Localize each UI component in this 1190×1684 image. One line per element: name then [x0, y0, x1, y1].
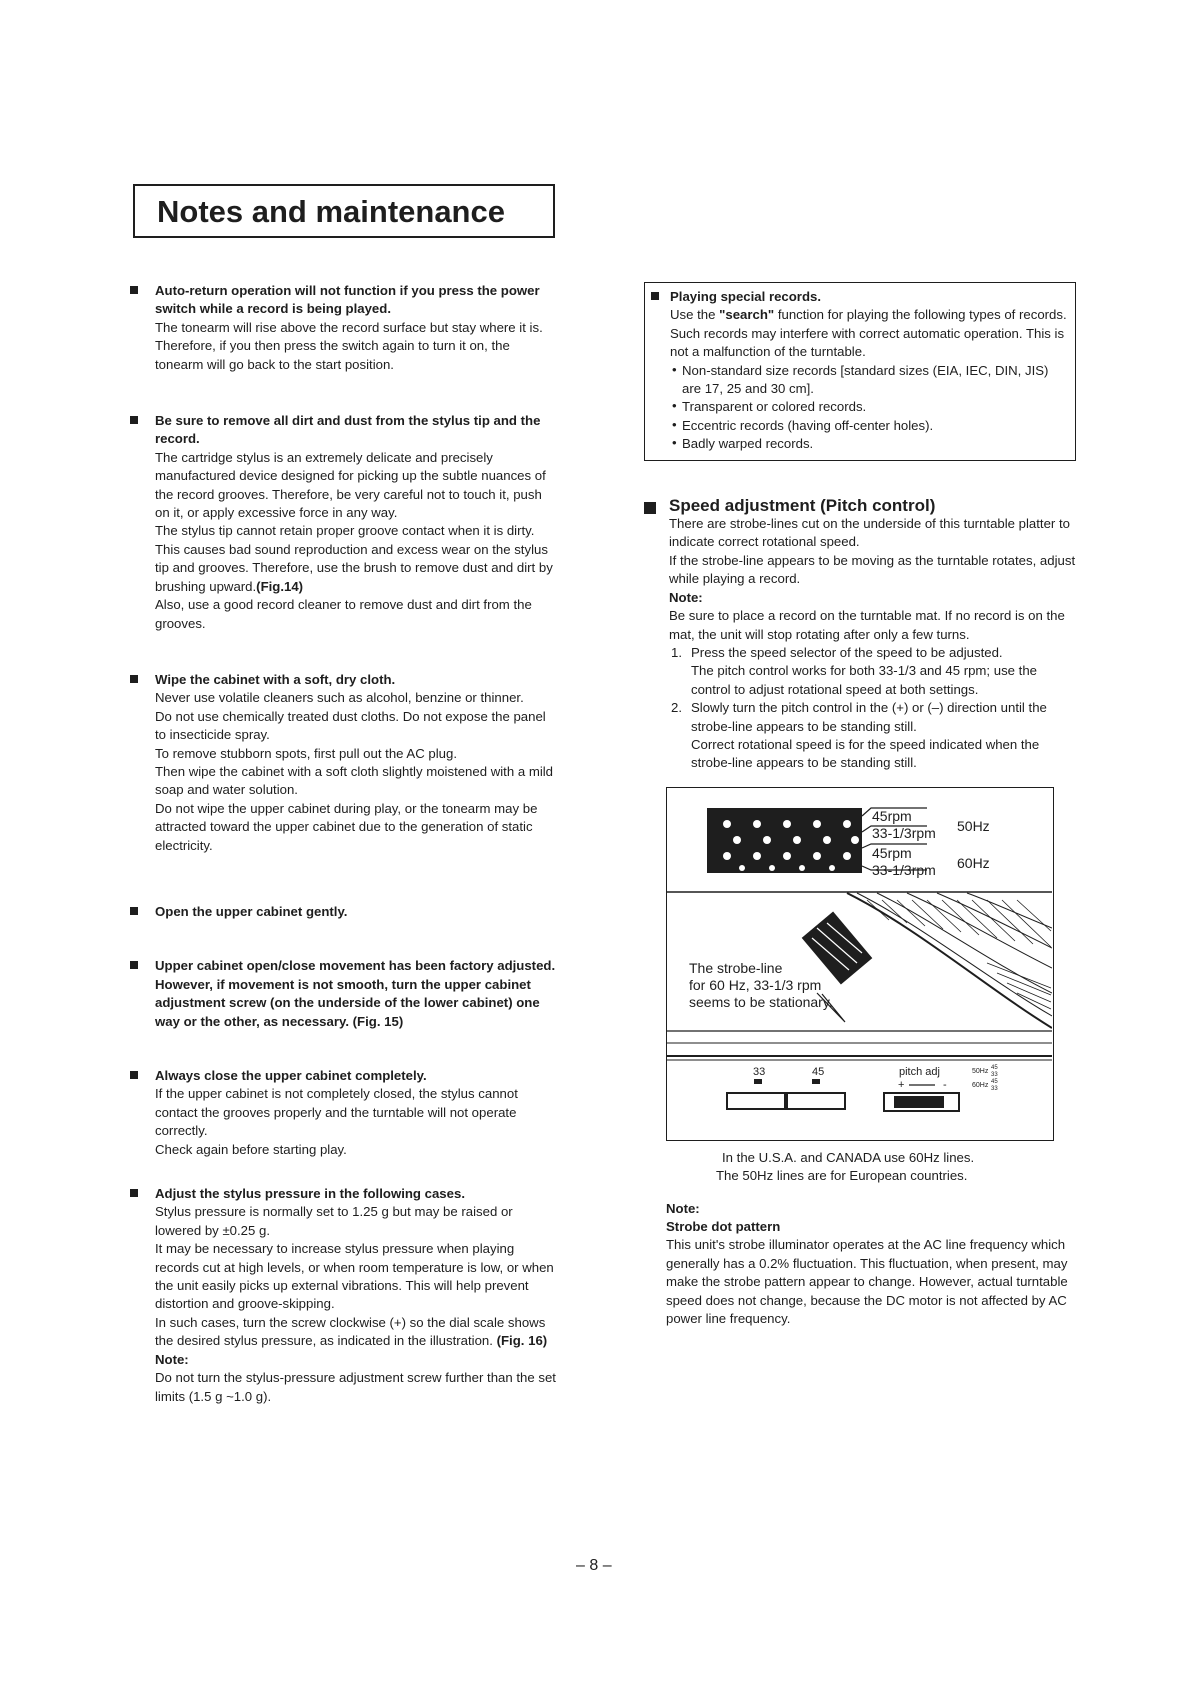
note-paragraph: To remove stubborn spots, first pull out the AC plug.	[155, 745, 458, 761]
special-records-box	[644, 282, 1076, 461]
note-bold-paragraph: However, if movement is not smooth, turn the upper cabinet adjustment screw (on the underside of the lower cabinet) one way or the other, as necessary. (Fig. 15)	[155, 976, 540, 1029]
button-label-45: 45	[812, 1065, 825, 1078]
small-50hz-label: 50Hz	[972, 1067, 989, 1075]
label-45rpm-50hz: 45rpm	[872, 807, 912, 824]
special-records-list	[670, 362, 1067, 454]
note-clean-stylus	[130, 412, 556, 633]
note-close-cabinet	[130, 1067, 556, 1159]
note-heading: Adjust the stylus pressure in the following cases.	[155, 1186, 465, 1202]
step-extra: Correct rotational speed is for the speed indicated when the strobe-line appears to be standing still.	[691, 736, 1040, 771]
note-paragraph	[155, 1314, 556, 1351]
label-33rpm-60hz: 33-1/3rpm	[872, 861, 936, 878]
note-paragraph: If the upper cabinet is not completely closed, the stylus cannot contact the grooves properly and the turntable will not operate correctly.	[155, 1086, 518, 1139]
strobe-note-text: This unit's strobe illuminator operates at the AC line frequency which generally has a 0.2% fluctuation. This fluctuation, when present, may make the strobe pattern appear to change. However, actual turntable speed does not change, because the DC motor is not affected by AC power line frequency.	[666, 1237, 1068, 1326]
note-paragraph	[155, 522, 556, 596]
note-heading: Be sure to remove all dirt and dust from the stylus tip and the record.	[155, 413, 541, 447]
special-records-intro	[670, 306, 1067, 361]
speed-33-button	[727, 1093, 787, 1109]
note-heading: Open the upper cabinet gently.	[155, 903, 348, 919]
note-heading: Wipe the cabinet with a soft, dry cloth.	[155, 671, 396, 687]
list-item: • Badly warped records.	[670, 435, 1067, 453]
minus-sign: -	[943, 1078, 947, 1091]
note-paragraph: Do not wipe the upper cabinet during play, or the tonearm may be attracted toward the upper cabinet due to the generation of static electricity.	[155, 800, 538, 853]
callout-line-2: for 60 Hz, 33-1/3 rpm	[689, 976, 822, 993]
title-box	[133, 184, 555, 238]
fig-reference: (Fig. 16)	[496, 1333, 548, 1349]
note-paragraph: Check again before starting play.	[155, 1141, 347, 1157]
strobe-figure	[666, 787, 1054, 1141]
label-45rpm-60hz: 45rpm	[872, 844, 912, 861]
plus-sign: +	[898, 1078, 905, 1091]
step-text: Press the speed selector of the speed to be adjusted.	[691, 644, 1003, 660]
note-paragraph: Also, use a good record cleaner to remove dust and dirt from the grooves.	[155, 597, 532, 631]
page-number: – 8 –	[576, 1557, 612, 1574]
step-text: Slowly turn the pitch control in the (+) or (–) direction until the strobe-line appears to be standing still.	[691, 700, 1047, 734]
step-number: 2.	[671, 700, 682, 716]
note-open-cabinet	[130, 903, 556, 921]
bullet-square-icon	[651, 292, 659, 300]
note-paragraph: Do not use chemically treated dust cloths. Do not expose the panel to insecticide spray.	[155, 708, 546, 743]
note-paragraph: Never use volatile cleaners such as alcohol, benzine or thinner.	[155, 690, 524, 706]
note-heading: Auto-return operation will not function if you press the power switch while a record is being played.	[155, 283, 540, 317]
step-item	[669, 644, 1076, 699]
speed-heading-text: Speed adjustment (Pitch control)	[669, 495, 936, 515]
strobe-window	[802, 912, 871, 984]
small-60hz-label: 60Hz	[972, 1081, 989, 1089]
note-paragraph: The tonearm will rise above the record surface but stay where it is.	[155, 319, 543, 335]
speed-note-text: Be sure to place a record on the turntable mat. If no record is on the mat, the unit will stop rotating after only a few turns.	[669, 608, 1065, 642]
note-paragraph: The cartridge stylus is an extremely delicate and precisely manufactured device designed for picking up the subtle nuances of the record grooves. Therefore, be very careful not to touch it, push on it, or apply excessive force in any way.	[155, 449, 546, 521]
bullet-square-icon	[130, 286, 138, 294]
strobe-note-subheading: Strobe dot pattern	[666, 1218, 781, 1234]
note-paragraph: Then wipe the cabinet with a soft cloth slightly moistened with a mild soap and water solution.	[155, 763, 554, 798]
small-33-label: 33	[991, 1071, 998, 1078]
note-stylus-pressure	[130, 1185, 556, 1406]
label-60hz: 60Hz	[957, 854, 990, 871]
bullet-square-icon	[130, 961, 138, 969]
note-auto-return	[130, 282, 556, 374]
bullet-square-icon	[130, 907, 138, 915]
control-panel-drawing	[727, 1065, 998, 1111]
bullet-square-icon	[130, 1071, 138, 1079]
bullet-square-icon	[130, 416, 138, 424]
note-paragraph: It may be necessary to increase stylus pressure when playing records cut at high levels, or when room temperature is low, or when the unit easily picks up external vibrations. This will help prevent distortion and groove-skipping.	[155, 1241, 554, 1312]
small-33-label: 33	[991, 1085, 998, 1092]
speed-45-button	[785, 1093, 845, 1109]
left-column	[130, 282, 556, 1406]
note-label: Note:	[669, 589, 703, 605]
bullet-square-icon	[130, 675, 138, 683]
note-cabinet-adjusted	[130, 957, 556, 1031]
note-label: Note:	[155, 1351, 189, 1367]
list-item: • Eccentric records (having off-center holes).	[670, 417, 1067, 435]
note-paragraph-text: In such cases, turn the screw clockwise (+) so the dial scale shows the desired stylus pressure, as indicated in the illustration.	[155, 1314, 546, 1349]
small-45-label: 45	[991, 1078, 998, 1085]
list-item: • Transparent or colored records.	[670, 398, 1067, 416]
list-item: • Non-standard size records [standard sizes (EIA, IEC, DIN, JIS) are 17, 25 and 30 cm].	[670, 362, 1067, 399]
right-column	[644, 282, 1076, 1328]
page-title: Notes and maintenance	[157, 194, 505, 229]
special-records-heading: Playing special records.	[670, 289, 821, 304]
intro-text: function for playing the following types of records. Such records may interfere with correct automatic operation. This is not a malfunction of the turntable.	[670, 307, 1067, 360]
note-heading: Always close the upper cabinet completely.	[155, 1068, 427, 1083]
note-paragraph-text: The stylus tip cannot retain proper groove contact when it is dirty. This causes bad sound reproduction and excess wear on the stylus tip and grooves. Therefore, use the brush to remove dust and dirt by brushing upward.	[155, 523, 553, 594]
speed-adjustment-heading	[669, 497, 1076, 515]
speed-adjustment-section	[644, 497, 1076, 773]
step-number: 1.	[671, 644, 682, 660]
pitch-adj-label: pitch adj	[899, 1065, 940, 1078]
note-heading: Upper cabinet open/close movement has been factory adjusted.	[155, 958, 556, 974]
step-item	[669, 699, 1076, 773]
button-label-33: 33	[753, 1065, 766, 1078]
step-extra: The pitch control works for both 33-1/3 and 45 rpm; use the control to adjust rotational speed at both settings.	[691, 663, 1037, 697]
strobe-illustration	[667, 788, 1052, 1139]
callout-line-1: The strobe-line	[689, 959, 783, 976]
strobe-note	[666, 1200, 1076, 1329]
note-wipe-cabinet	[130, 671, 556, 855]
note-label: Note:	[666, 1200, 700, 1216]
speed-paragraph: There are strobe-lines cut on the underside of this turntable platter to indicate correct rotational speed.	[669, 516, 1070, 550]
intro-text: Use the	[670, 307, 720, 323]
bullet-square-icon	[644, 502, 656, 514]
label-33rpm-50hz: 33-1/3rpm	[872, 824, 936, 841]
speed-paragraph: If the strobe-line appears to be moving as the turntable rotates, adjust while playing a record.	[669, 552, 1076, 587]
speed-steps	[669, 644, 1076, 773]
bullet-square-icon	[130, 1189, 138, 1197]
note-paragraph: Therefore, if you then press the switch again to turn it on, the tonearm will go back to the start position.	[155, 338, 510, 372]
figure-caption-line-1: In the U.S.A. and CANADA use 60Hz lines.	[722, 1149, 975, 1165]
figure-caption-line-2: The 50Hz lines are for European countries.	[716, 1168, 968, 1184]
search-keyword: "search"	[719, 307, 775, 323]
fig-reference: (Fig.14)	[256, 578, 304, 594]
note-paragraph: Do not turn the stylus-pressure adjustment screw further than the set limits (1.5 g ~1.0 g).	[155, 1370, 556, 1404]
note-paragraph: Stylus pressure is normally set to 1.25 g but may be raised or lowered by ±0.25 g.	[155, 1204, 513, 1238]
label-50hz: 50Hz	[957, 817, 990, 834]
small-45-label: 45	[991, 1064, 998, 1071]
callout-line-3: seems to be stationary.	[689, 993, 833, 1010]
